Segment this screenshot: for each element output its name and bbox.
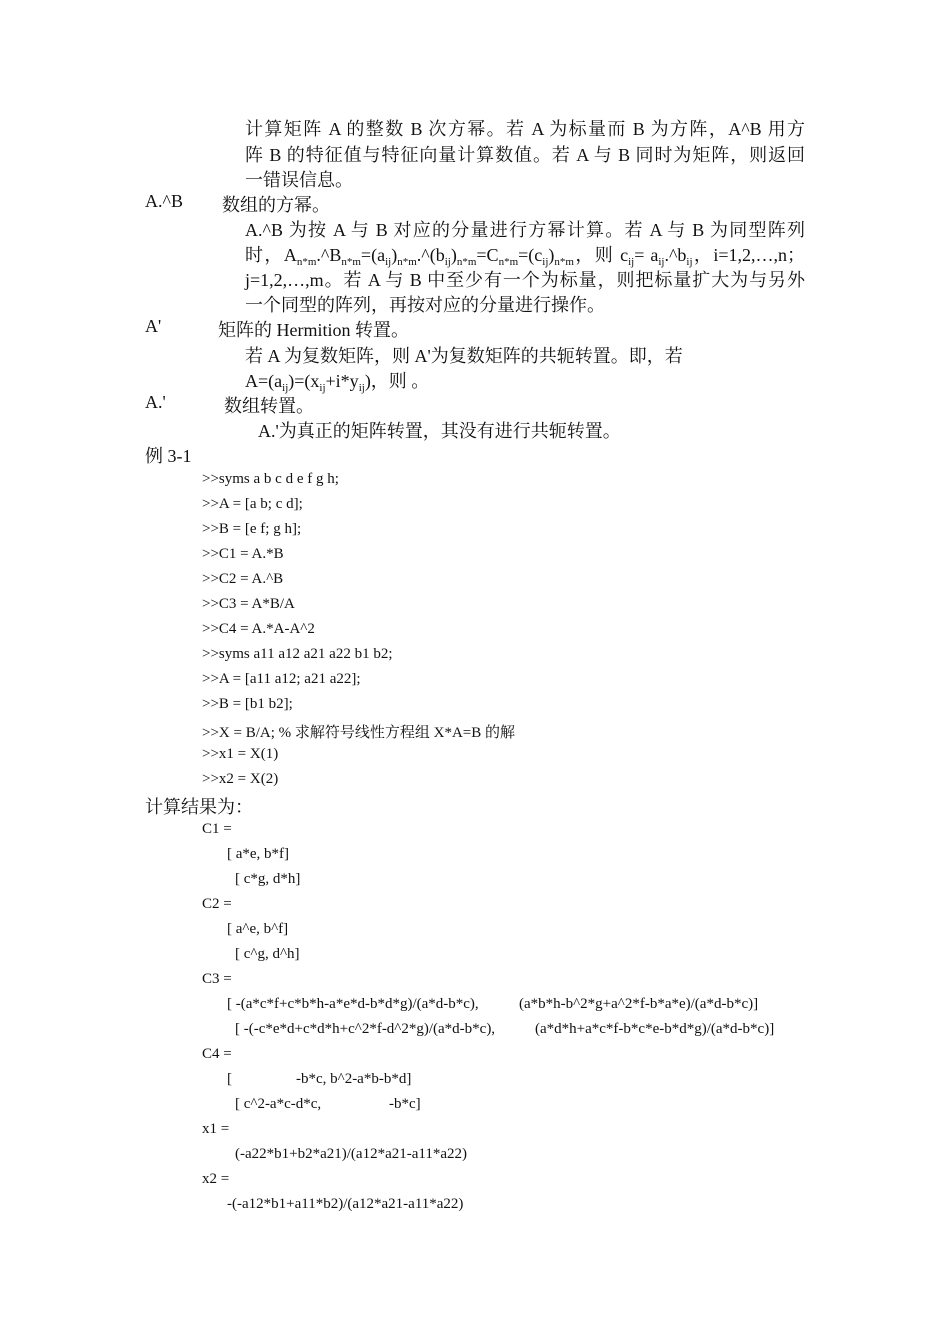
result-c4-row-2-col-2: -b*c] <box>389 1096 421 1112</box>
result-c4-row-1-col-2: -b*c, b^2-a*b-b*d] <box>296 1071 412 1087</box>
array-power-line-3: j=1,2,…,m。若 A 与 B 中至少有一个为标量，则把标量扩大为与另外 <box>245 270 805 290</box>
result-c3-head: C3 = <box>202 971 232 987</box>
caret-desc-line-1: 计算矩阵 A 的整数 B 次方幂。若 A 为标量而 B 为方阵，A^B 用方 <box>245 119 805 139</box>
result-x1-value: (-a22*b1+b2*a21)/(a12*a21-a11*a22) <box>235 1146 467 1162</box>
result-c3-row-2-col-1: [ -(-c*e*d+c*d*h+c^2*f-d^2*g)/(a*d-b*c), <box>235 1021 496 1037</box>
result-c3-row-1-col-1: [ -(a*c*f+c*b*h-a*e*d-b*d*g)/(a*d-b*c), <box>227 996 479 1012</box>
code-line: >>C4 = A.*A-A^2 <box>202 621 315 637</box>
caret-desc-line-2: 阵 B 的特征值与特征向量计算数值。若 A 与 B 同时为矩阵，则返回 <box>245 145 805 165</box>
code-line: >>syms a11 a12 a21 a22 b1 b2; <box>202 646 393 662</box>
result-c1-row-1: [ a*e, b*f] <box>227 846 290 862</box>
results-label: 计算结果为： <box>145 797 253 817</box>
result-c3-row-1-col-2: (a*b*h-b^2*g+a^2*f-b*a*e)/(a*d-b*c)] <box>519 996 759 1012</box>
code-line: >>C2 = A.^B <box>202 571 284 587</box>
caret-desc-line-3: 一错误信息。 <box>245 170 353 190</box>
result-x2-head: x2 = <box>202 1171 230 1187</box>
result-x1-head: x1 = <box>202 1121 230 1137</box>
array-power-formula-line: 时，$A_{n*m}.\^{}B_{n*m}=(a_{ij})_{n*m}.\^{}(b_{ij})_{n*m}=C_{n*m}=(c_{ij})_{n*m}$，则 $c_{ij}=$ $a_{ij}.\^{}b_{ij}$，i=1,2,…,n； <box>245 245 806 268</box>
result-c3-row-2-col-2: (a*d*h+a*c*f-b*c*e-b*d*g)/(a*d-b*c)] <box>535 1021 775 1037</box>
array-power-line-4: 一个同型的阵列，再按对应的分量进行操作。 <box>245 295 605 315</box>
code-line: >>C3 = A*B/A <box>202 596 295 612</box>
result-c1-row-2: [ c*g, d*h] <box>235 871 301 887</box>
code-line: >>syms a b c d e f g h; <box>202 471 339 487</box>
code-line: >>B = [b1 b2]; <box>202 696 293 712</box>
result-c4-row-2-col-1: [ c^2-a*c-d*c, <box>235 1096 322 1112</box>
code-line: >>B = [e f; g h]; <box>202 521 302 537</box>
result-c1-head: C1 = <box>202 821 232 837</box>
example-label: 例 3-1 <box>145 446 192 466</box>
code-line: >>X = B/A; % 求解符号线性方程组 X*A=B 的解 <box>202 725 516 741</box>
array-power-line-1: A.^B 为按 A 与 B 对应的分量进行方幂计算。若 A 与 B 为同型阵列 <box>245 220 805 240</box>
result-x2-value: -(-a12*b1+a11*b2)/(a12*a21-a11*a22) <box>227 1196 464 1212</box>
result-c4-row-1-col-1: [ <box>227 1071 232 1087</box>
hermitian-title: 矩阵的 Hermition 转置。 <box>218 320 409 340</box>
hermitian-line-1: 若 A 为复数矩阵，则 A'为复数矩阵的共轭转置。即，若 <box>245 346 683 366</box>
hermitian-operator: A' <box>145 316 162 336</box>
code-line: >>x1 = X(1) <box>202 746 279 762</box>
array-power-operator: A.^B <box>145 191 183 211</box>
code-line: >>A = [a11 a12; a21 a22]; <box>202 671 361 687</box>
hermitian-formula-line: $A=(a_{ij})=(x_{ij}+i*y_{ij})$，则 。 <box>245 371 430 394</box>
code-line: >>x2 = X(2) <box>202 771 279 787</box>
transpose-operator: A.' <box>145 392 166 412</box>
code-line: >>C1 = A.*B <box>202 546 284 562</box>
transpose-title: 数组转置。 <box>224 396 314 416</box>
result-c4-head: C4 = <box>202 1046 232 1062</box>
result-c2-head: C2 = <box>202 896 232 912</box>
result-c2-row-1: [ a^e, b^f] <box>227 921 289 937</box>
transpose-line-1: A.'为真正的矩阵转置，其没有进行共轭转置。 <box>258 421 621 441</box>
code-line: >>A = [a b; c d]; <box>202 496 303 512</box>
result-c2-row-2: [ c^g, d^h] <box>235 946 300 962</box>
array-power-title: 数组的方幂。 <box>222 195 330 215</box>
